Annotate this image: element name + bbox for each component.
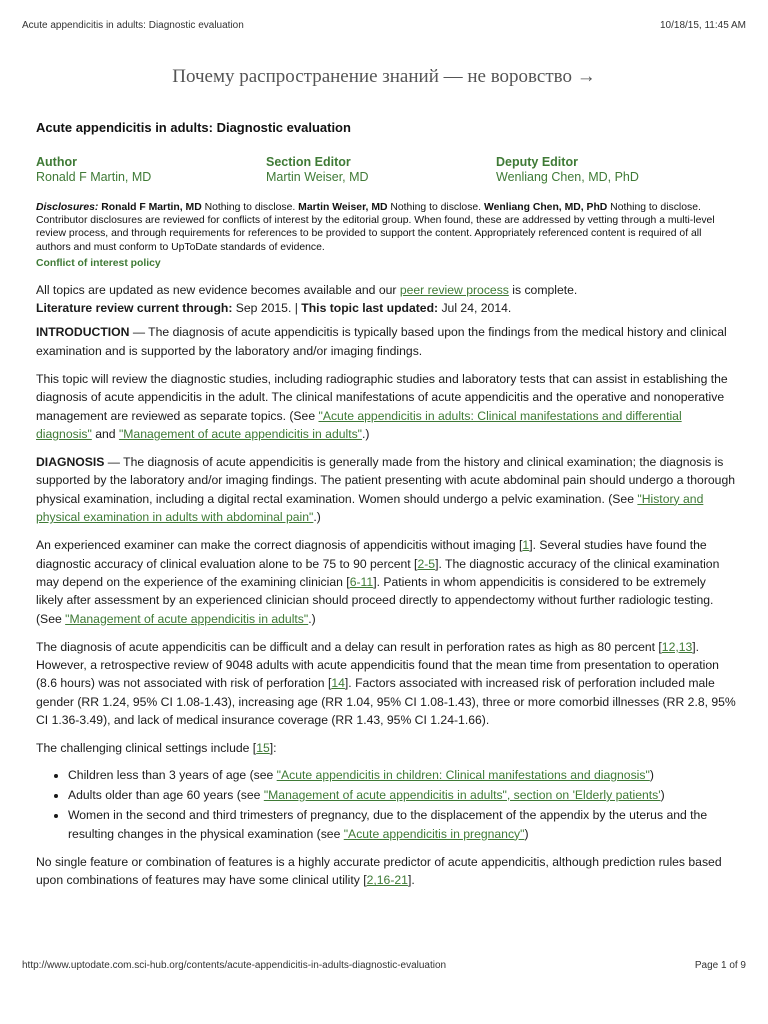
text-span: .) <box>362 426 370 441</box>
last-updated-value: Jul 24, 2014. <box>438 301 512 316</box>
perforation-paragraph <box>36 638 736 729</box>
disclosure-text: Nothing to disclose. <box>201 202 299 213</box>
text-span: ) <box>649 767 654 782</box>
challenging-settings-paragraph <box>36 739 736 757</box>
deputy-editor-column <box>496 155 726 185</box>
text-span: This topic will review the diagnostic studies, including radiographic studies and laboratory tests that can assist in establishing the diagnosis of acute appendicitis in the adult. The clinical manifestations of acute appendicitis and the operative and nonoperative management are reviewed as separate topics. (See <box>36 372 728 423</box>
author-column <box>36 155 266 185</box>
list-item <box>68 786 736 804</box>
document-body <box>36 120 736 897</box>
deputy-editor-name-link[interactable]: Wenliang Chen, MD, PhD <box>496 170 639 184</box>
disclosures-body: Contributor disclosures are reviewed for conflicts of interest by the editorial group. When found, these are addressed by vetting through a multi-level review process, and through requirements for references to be provided to support the content. Appropriately referenced content is required of all authors and must conform to UpToDate standards of evidence. <box>36 215 715 253</box>
reference-link[interactable]: 14 <box>331 676 345 691</box>
no-single-feature-paragraph <box>36 853 736 890</box>
literature-review-value: Sep 2015. | <box>232 301 302 316</box>
diagnosis-heading: DIAGNOSIS <box>36 455 105 470</box>
clinical-manifestations-link[interactable]: "Acute appendicitis in adults: Clinical manifestations and differential diagnosis" <box>36 408 682 441</box>
deputy-editor-role: Deputy Editor <box>496 155 578 169</box>
reference-link[interactable]: 12,13 <box>661 639 693 654</box>
print-footer-page: Page 1 of 9 <box>694 960 746 971</box>
reference-link[interactable]: 2-5 <box>417 556 436 571</box>
text-span: is complete. <box>508 282 578 297</box>
disclosure-text: Nothing to disclose. <box>387 202 484 213</box>
text-span: No single feature or combination of features is a highly accurate predictor of acute appendicitis, although prediction rules based upon combinations of features may have some clinical utility [ <box>36 854 722 888</box>
list-item <box>68 806 736 843</box>
text-span: .) <box>308 611 316 626</box>
text-span: — The diagnosis of acute appendicitis is typically based upon the findings from the medical history and clinical examination and is supported by the laboratory and/or imaging findings. <box>36 325 727 358</box>
reference-link[interactable]: 6-11 <box>349 574 374 589</box>
print-header-datetime: 10/18/15, 11:45 AM <box>660 20 746 31</box>
text-span: ]. However, a retrospective review of 9048 adults with acute appendicitis found that the mean time from presentation to operation (8.6 hours) was not associated with risk of perforation [ <box>36 639 719 691</box>
history-physical-link[interactable]: "History and physical examination in adults with abdominal pain" <box>36 491 704 525</box>
challenging-settings-list <box>36 766 736 843</box>
literature-review-label: Literature review current through: <box>36 301 233 316</box>
section-editor-name-link[interactable]: Martin Weiser, MD <box>266 170 369 184</box>
author-role: Author <box>36 155 77 169</box>
reference-link[interactable]: 15 <box>256 741 270 756</box>
update-paragraph <box>36 281 736 318</box>
management-link[interactable]: "Management of acute appendicitis in adults" <box>118 426 363 441</box>
management-link[interactable]: "Management of acute appendicitis in adults" <box>65 611 309 626</box>
text-span: The challenging clinical settings include [ <box>36 741 257 756</box>
text-span: ) <box>524 826 529 841</box>
conflict-policy-link[interactable]: Conflict of interest policy <box>36 257 161 269</box>
text-span: Children less than 3 years of age (see <box>68 767 277 782</box>
introduction-paragraph <box>36 323 736 360</box>
reference-link[interactable]: 1 <box>522 538 530 553</box>
experienced-examiner-paragraph <box>36 536 736 627</box>
print-header-title: Acute appendicitis in adults: Diagnostic evaluation <box>22 20 244 31</box>
disclosure-name: Wenliang Chen, MD, PhD <box>483 202 608 213</box>
page-title: Acute appendicitis in adults: Diagnostic evaluation <box>36 120 351 135</box>
print-header <box>22 20 746 34</box>
text-span: ]. Patients in whom appendicitis is considered to be extremely likely after assessment by an experienced clinician should proceed directly to appendectomy without further radiologic testing. (See <box>36 574 714 626</box>
section-editor-role: Section Editor <box>266 155 351 169</box>
disclosures-label: Disclosures: <box>36 202 99 213</box>
text-span: All topics are updated as new evidence becomes available and our <box>36 282 400 297</box>
text-span: and <box>91 426 119 441</box>
disclosure-name: Ronald F Martin, MD <box>101 202 202 213</box>
text-span: — The diagnosis of acute appendicitis is generally made from the history and clinical examination; the diagnosis is supported by the laboratory and/or imaging findings. The patient presenting with acute abdominal pain should undergo a thorough physical examination, including a digital rectal examination. Women should undergo a pelvic examination. (See <box>36 455 735 506</box>
text-span: An experienced examiner can make the correct diagnosis of appendicitis without imaging [ <box>36 538 523 553</box>
text-span: ]. The diagnostic accuracy of the clinical examination may depend on the experience of the examining clinician [ <box>36 556 720 589</box>
review-paragraph <box>36 370 736 443</box>
text-span: ]. <box>407 873 415 888</box>
reference-link[interactable]: 2,16-21 <box>366 873 408 888</box>
pregnancy-link[interactable]: "Acute appendicitis in pregnancy" <box>343 826 525 841</box>
text-span: ) <box>660 787 665 802</box>
section-editor-column <box>266 155 496 185</box>
print-footer-url: http://www.uptodate.com.sci-hub.org/contents/acute-appendicitis-in-adults-diagnostic-evaluation <box>22 960 447 971</box>
text-span: ]: <box>269 741 277 756</box>
disclosures <box>36 201 736 254</box>
authors-block <box>36 155 736 185</box>
print-footer <box>22 960 746 974</box>
list-item <box>68 766 736 784</box>
text-span: Adults older than age 60 years (see <box>68 787 264 802</box>
text-span: .) <box>313 510 321 525</box>
diagnosis-paragraph <box>36 453 736 526</box>
banner-link[interactable]: Почему распространение знаний — не воровство → <box>172 66 596 87</box>
author-name-link[interactable]: Ronald F Martin, MD <box>36 170 152 184</box>
text-span: ]. Several studies have found the diagnostic accuracy of clinical evaluation alone to be 75 to 90 percent [ <box>36 538 707 571</box>
text-span: Women in the second and third trimesters of pregnancy, due to the displacement of the appendix by the uterus and the resulting changes in the physical examination (see <box>68 808 708 841</box>
disclosure-text: Nothing to disclose. <box>607 202 701 213</box>
last-updated-label: This topic last updated: <box>301 301 439 316</box>
peer-review-link[interactable]: peer review process <box>399 282 509 297</box>
text-span: ]. Factors associated with increased risk of perforation included male gender (RR 1.24, 95% CI 1.08-1.43), increasing age (RR 1.04, 95% CI 1.08-1.43), three or more comorbid illnesses (RR 2.8, 95% CI 1.36-3.49), and lack of medical insurance coverage (RR 1.43, 95% CI 1.24-1.66). <box>36 676 736 728</box>
disclosure-name: Martin Weiser, MD <box>298 202 388 213</box>
children-appendicitis-link[interactable]: "Acute appendicitis in children: Clinical manifestations and diagnosis" <box>276 767 650 782</box>
text-span: The diagnosis of acute appendicitis can be difficult and a delay can result in perforation rates as high as 80 percent [ <box>36 639 662 654</box>
introduction-heading: INTRODUCTION <box>36 325 130 340</box>
elderly-patients-link[interactable]: "Management of acute appendicitis in adults", section on 'Elderly patients' <box>263 787 661 802</box>
